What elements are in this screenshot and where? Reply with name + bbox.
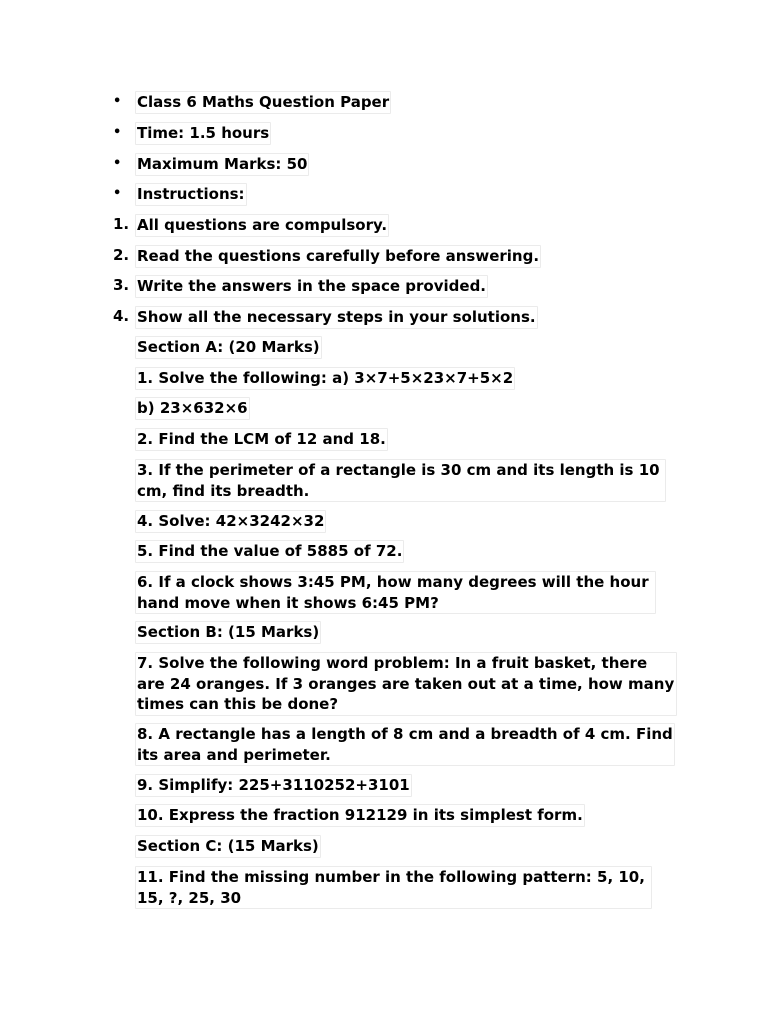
instruction-number: 2.: [113, 246, 130, 264]
question-item: 7. Solve the following word problem: In a fruit basket, there are 24 oranges. If 3 oranges are taken out at a time, how many times can this be done?: [135, 652, 677, 716]
time-line: Time: 1.5 hours: [135, 122, 271, 145]
paper-title: Class 6 Maths Question Paper: [135, 91, 391, 114]
bullet-marker: •: [113, 125, 122, 140]
instruction-item: Write the answers in the space provided.: [135, 275, 488, 298]
instruction-item: Read the questions carefully before answering.: [135, 245, 541, 268]
bullet-marker: •: [113, 186, 122, 201]
question-item: 8. A rectangle has a length of 8 cm and a breadth of 4 cm. Find its area and perimeter.: [135, 723, 675, 766]
instruction-number: 4.: [113, 307, 130, 325]
instruction-number: 3.: [113, 276, 130, 294]
question-item: b) 23×632×6: [135, 397, 250, 420]
question-item: 1. Solve the following: a) 3×7+5×23×7+5×2: [135, 367, 515, 390]
question-item: 4. Solve: 42×3242×32: [135, 510, 326, 533]
question-item: 10. Express the fraction 912129 in its simplest form.: [135, 804, 585, 827]
question-item: 3. If the perimeter of a rectangle is 30 cm and its length is 10 cm, find its breadth.: [135, 459, 666, 502]
section-b-heading: Section B: (15 Marks): [135, 621, 321, 644]
max-marks-line: Maximum Marks: 50: [135, 153, 309, 176]
instructions-heading: Instructions:: [135, 183, 247, 206]
question-item: 11. Find the missing number in the following pattern: 5, 10, 15, ?, 25, 30: [135, 866, 652, 909]
question-item: 2. Find the LCM of 12 and 18.: [135, 428, 388, 451]
section-a-heading: Section A: (20 Marks): [135, 336, 322, 359]
question-item: 9. Simplify: 225+3110252+3101: [135, 774, 412, 797]
instruction-item: Show all the necessary steps in your solutions.: [135, 306, 538, 329]
bullet-marker: •: [113, 94, 122, 109]
question-item: 5. Find the value of 5885 of 72.: [135, 540, 404, 563]
instruction-item: All questions are compulsory.: [135, 214, 389, 237]
question-item: 6. If a clock shows 3:45 PM, how many degrees will the hour hand move when it shows 6:45 PM?: [135, 571, 656, 614]
bullet-marker: •: [113, 156, 122, 171]
section-c-heading: Section C: (15 Marks): [135, 835, 321, 858]
instruction-number: 1.: [113, 215, 130, 233]
